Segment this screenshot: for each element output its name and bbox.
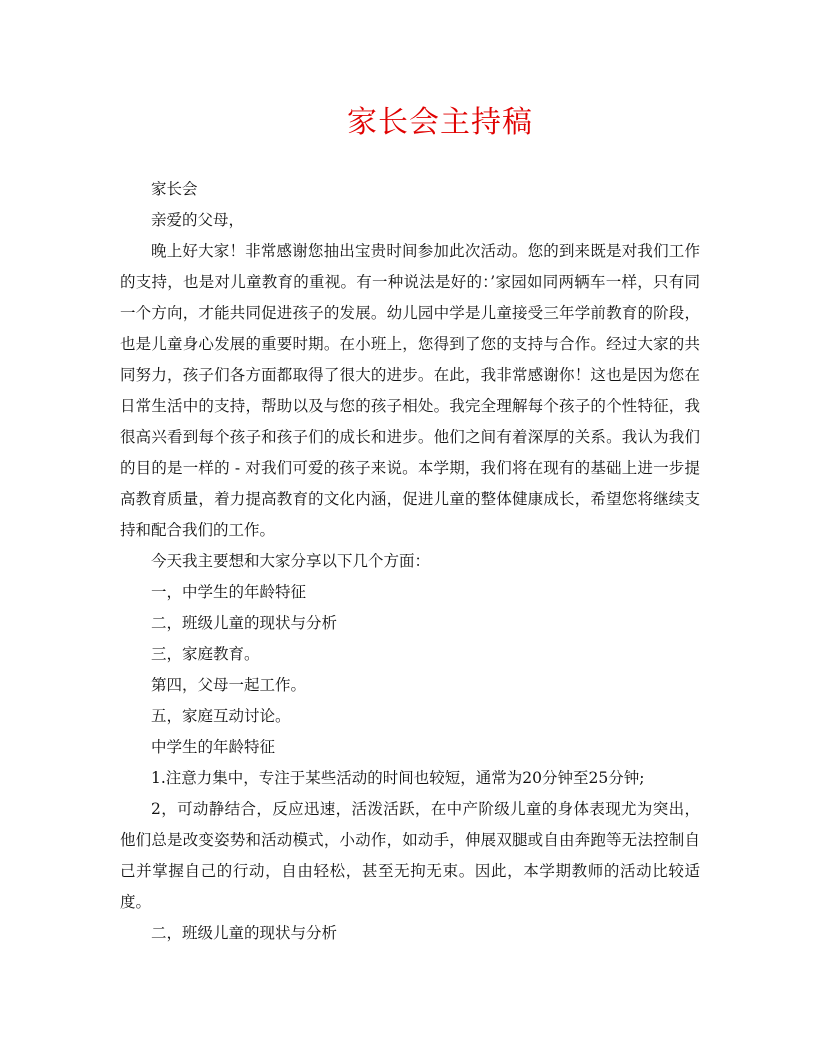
topic-item-4: 第四，父母一起工作。 xyxy=(151,676,307,694)
topic-item-1: 一，中学生的年龄特征 xyxy=(151,583,307,601)
document-title: 家长会主持稿 xyxy=(347,105,533,140)
section-heading-age-characteristics: 中学生的年龄特征 xyxy=(151,738,276,756)
age-characteristic-2: 2，可动静结合，反应迅速，活泼活跃，在中产阶级儿童的身体表现尤为突出，他们总是改变姿势和活动模式，小动作，如动手，伸展双腿或自由奔跑等无法控制自己并掌握自己的行动，自由轻松，甚至无拘无束。因此，本学期教师的活动比较适度。 xyxy=(120,800,700,911)
topic-item-3: 三，家庭教育。 xyxy=(151,645,260,663)
paragraph-greeting: 亲爱的父母， xyxy=(151,211,245,229)
age-characteristic-1: 1.注意力集中，专注于某些活动的时间也较短，通常为20分钟至25分钟; xyxy=(151,769,645,787)
paragraph-introduction: 晚上好大家！非常感谢您抽出宝贵时间参加此次活动。您的到来既是对我们工作的支持，也是对儿童教育的重视。有一种说法是好的：’家园如同两辆车一样，只有同一个方向，才能共同促进孩子的发展。幼儿园中学是儿童接受三年学前教育的阶段，也是儿童身心发展的重要时期。在小班上，您得到了您的支持与合作。经过大家的共同努力，孩子们各方面都取得了很大的进步。在此，我非常感谢你！这也是因为您在日常生活中的支持，帮助以及与您的孩子相处。我完全理解每个孩子的个性特征，我很高兴看到每个孩子和孩子们的成长和进步。他们之间有着深厚的关系。我认为我们的目的是一样的 - 对我们可爱的孩子来说。本学期，我们将在现有的基础上进一步提高教育质量，着力提高教育的文化内涵，促进儿童的整体健康成长，希望您将继续支持和配合我们的工作。 xyxy=(120,242,700,539)
document-body xyxy=(120,174,700,949)
topic-item-2: 二，班级儿童的现状与分析 xyxy=(151,614,338,632)
paragraph-topics-intro: 今天我主要想和大家分享以下几个方面： xyxy=(151,552,431,570)
paragraph-heading: 家长会 xyxy=(151,180,198,198)
section-heading-class-status: 二，班级儿童的现状与分析 xyxy=(151,924,338,942)
topic-item-5: 五，家庭互动讨论。 xyxy=(151,707,291,725)
